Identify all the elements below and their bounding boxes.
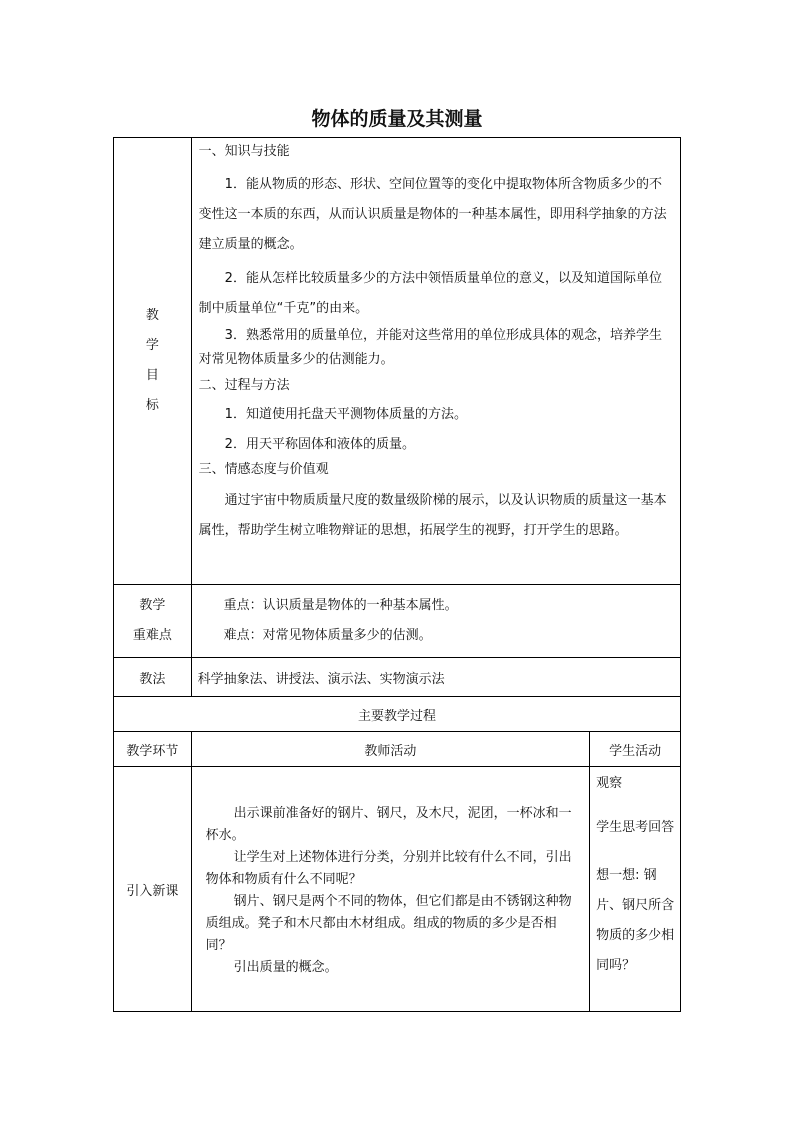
document-title: 物体的质量及其测量 <box>311 108 483 130</box>
objective-item: 3．熟悉常用的质量单位，并能对这些常用的单位形成具体的观念，培养学生对常见物体质量多少的估测能力。 <box>198 328 662 367</box>
objectives-label <box>114 138 192 585</box>
student-activity-item: 学生思考回答 <box>596 820 675 835</box>
method-label: 教法 <box>114 658 192 697</box>
column-header-teacher: 教师活动 <box>191 732 590 767</box>
key-point: 重点：认识质量是物体的一种基本属性。 <box>223 598 458 613</box>
objectives-label-char: 目 <box>145 368 159 383</box>
teacher-activity-cell <box>191 767 590 1012</box>
difficulties-row <box>114 585 681 658</box>
column-header-stage: 教学环节 <box>114 732 192 767</box>
difficulties-label <box>114 585 192 658</box>
method-row <box>114 658 681 697</box>
objectives-row <box>114 138 681 585</box>
objectives-content <box>191 138 680 585</box>
student-activity-item: 观察 <box>596 776 623 791</box>
objective-item: 1．知道使用托盘天平测物体质量的方法。 <box>224 407 467 422</box>
difficulties-content <box>191 585 680 658</box>
teacher-activity-paragraph: 钢片、钢尺是两个不同的物体，但它们都是由不锈钢这种物质组成。凳子和木尺都由木材组成。组成的物质的多少是否相同？ <box>205 894 572 953</box>
difficulties-label-line: 教学 <box>139 598 166 613</box>
process-title: 主要教学过程 <box>114 697 681 732</box>
objective-item: 2．用天平称固体和液体的质量。 <box>224 437 415 452</box>
objective-heading: 一、知识与技能 <box>198 144 290 159</box>
column-header-student: 学生活动 <box>590 732 681 767</box>
objective-item: 2．能从怎样比较质量多少的方法中领悟质量单位的意义，以及知道国际单位制中质量单位“千克”的由来。 <box>198 271 662 316</box>
objective-item: 通过宇宙中物质质量尺度的数量级阶梯的展示，以及认识物质的质量这一基本属性，帮助学生树立唯物辩证的思想，拓展学生的视野，打开学生的思路。 <box>198 493 667 538</box>
process-title-row <box>114 697 681 732</box>
objective-heading: 二、过程与方法 <box>198 378 290 393</box>
stage-cell: 引入新课 <box>114 767 192 1012</box>
objectives-label-char: 学 <box>145 338 159 353</box>
table-row <box>114 767 681 1012</box>
difficulties-label-line: 重难点 <box>132 628 172 643</box>
objective-item: 1．能从物质的形态、形状、空间位置等的变化中提取物体所含物质多少的不变性这一本质的东西，从而认识质量是物体的一种基本属性，即用科学抽象的方法建立质量的概念。 <box>198 177 667 252</box>
objectives-label-char: 标 <box>145 398 159 413</box>
student-activity-item: 想一想: 钢片、钢尺所含物质的多少相同吗？ <box>596 868 675 973</box>
lesson-plan-table <box>113 137 681 1012</box>
objective-heading: 三、情感态度与价值观 <box>198 462 329 477</box>
method-value: 科学抽象法、讲授法、演示法、实物演示法 <box>191 658 680 697</box>
objectives-label-char: 教 <box>145 308 159 323</box>
student-activity-cell <box>590 767 681 1012</box>
teacher-activity-paragraph: 出示课前准备好的钢片、钢尺，及木尺，泥团，一杯冰和一杯水。 <box>205 806 572 843</box>
teacher-activity-paragraph: 引出质量的概念。 <box>233 960 338 975</box>
difficult-point: 难点：对常见物体质量多少的估测。 <box>223 628 432 643</box>
process-header-row <box>114 732 681 767</box>
teacher-activity-paragraph: 让学生对上述物体进行分类，分别并比较有什么不同，引出物体和物质有什么不同呢？ <box>205 850 572 887</box>
